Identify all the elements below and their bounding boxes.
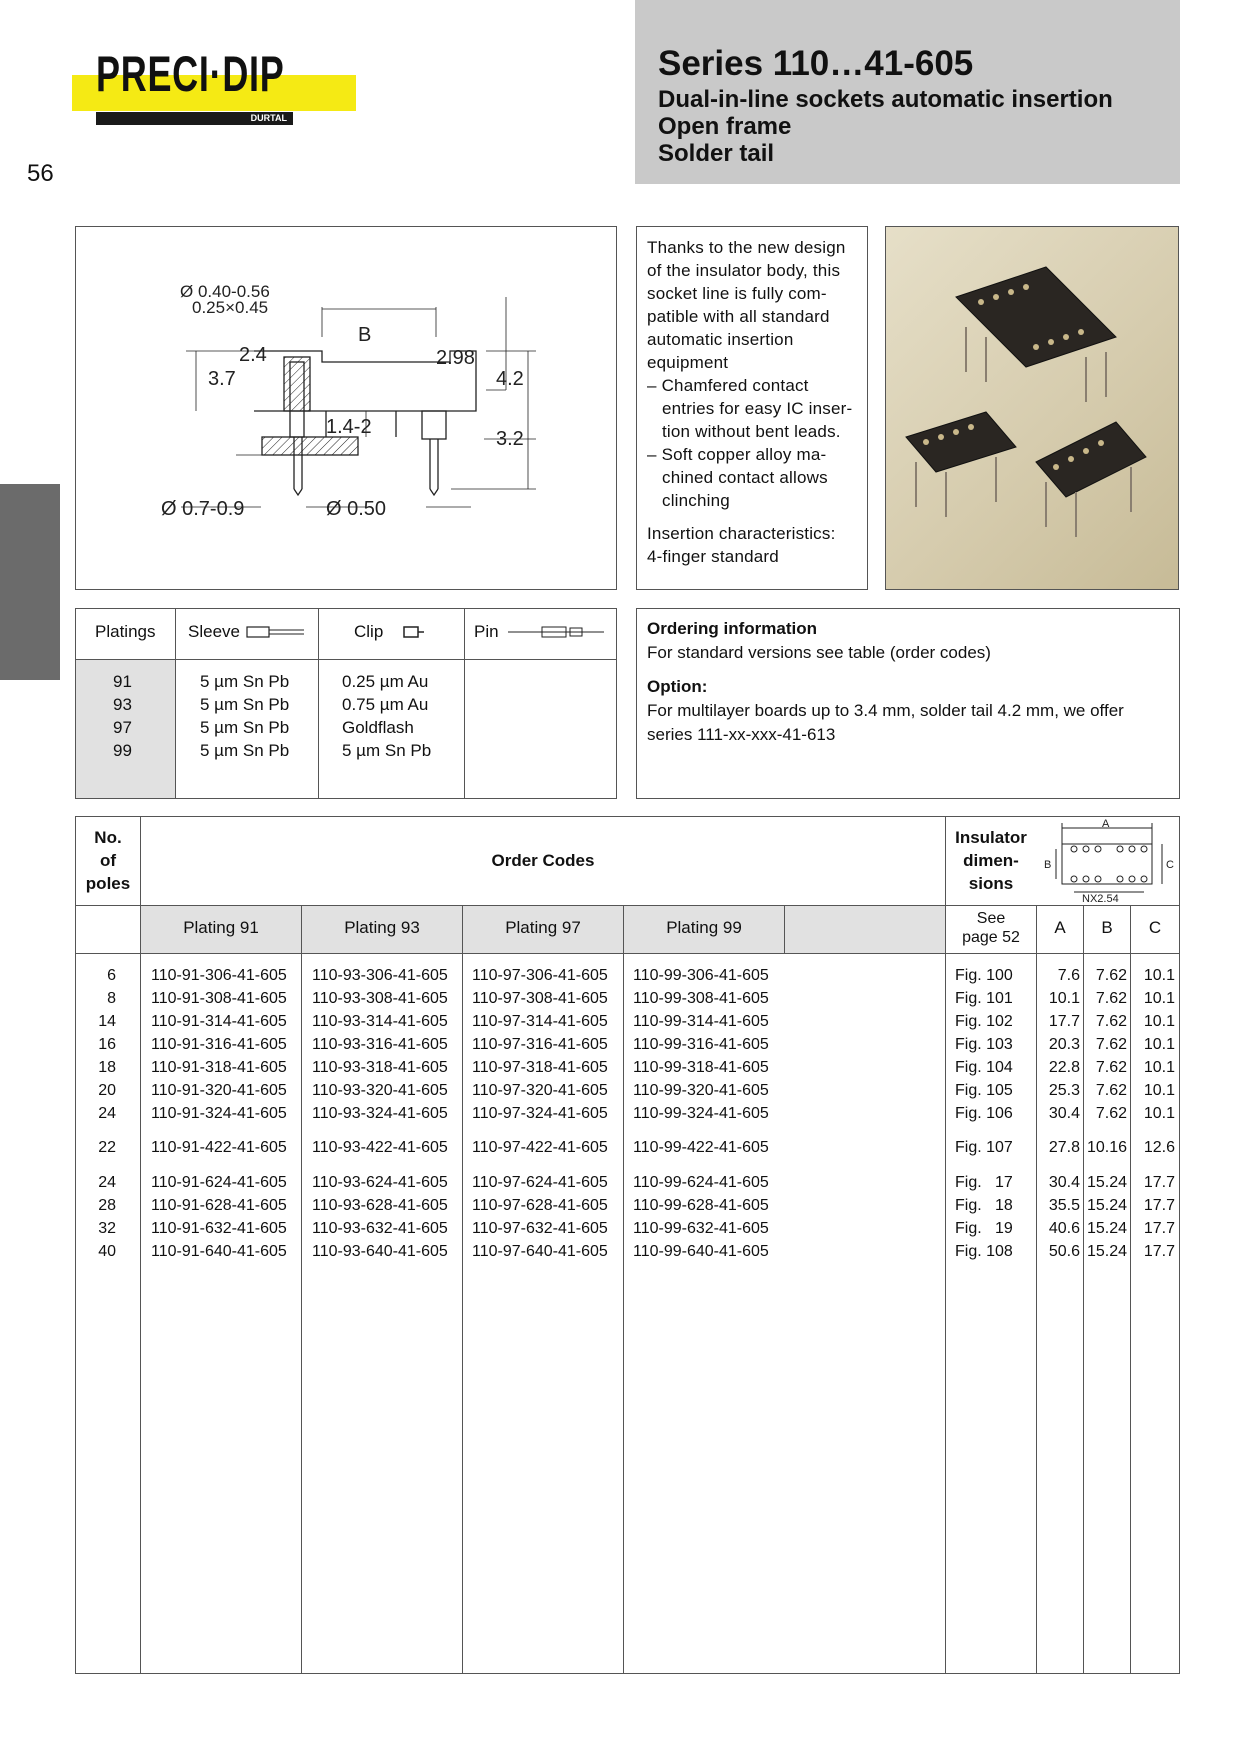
divider [75, 905, 1180, 906]
dim-label: Ø 0.40-0.56 [180, 282, 270, 301]
clip-icon [402, 624, 426, 640]
poles-cell: 20 [98, 1082, 116, 1099]
option-line: For multilayer boards up to 3.4 mm, solder tail 4.2 mm, we offer [647, 701, 1124, 720]
pin-header: Pin [474, 622, 499, 641]
sketch-label: C [1166, 859, 1174, 871]
plating-93-header: Plating 93 [344, 918, 420, 937]
dim-label: 1.4-2 [326, 416, 372, 438]
desc-line: patible with all standard [647, 307, 830, 326]
order-code-99: 110-99-624-41-605 [633, 1174, 769, 1191]
subtitle-1: Dual-in-line sockets automatic insertion [658, 86, 1113, 113]
order-code-97: 110-97-422-41-605 [472, 1139, 608, 1156]
poles-cell: 24 [98, 1105, 116, 1122]
dim-b: 7.62 [1095, 1105, 1127, 1122]
poles-cell: 22 [98, 1139, 116, 1156]
dim-label: Ø 0.7-0.9 [161, 498, 245, 520]
dim-label: Ø 0.50 [326, 498, 387, 520]
figure-ref: Fig. 108 [955, 1243, 1013, 1260]
series-title: Series 110…41-605 [658, 44, 974, 83]
option-title: Option: [647, 677, 708, 696]
dim-label: B [358, 324, 372, 346]
option-line: series 111-xx-xxx-41-613 [647, 725, 836, 744]
socket-photo-illustration [886, 227, 1178, 589]
order-code-97: 110-97-314-41-605 [472, 1013, 608, 1030]
plating-99-header: Plating 99 [666, 918, 742, 937]
plating-code: 99 [113, 741, 132, 760]
insulator-header: Insulator [955, 828, 1027, 847]
order-code-91: 110-91-308-41-605 [151, 990, 287, 1007]
clip-value: Goldflash [342, 718, 414, 737]
dim-a: 20.3 [1048, 1036, 1080, 1053]
figure-ref: Fig. 104 [955, 1059, 1013, 1076]
sketch-label: NX2.54 [1082, 893, 1119, 902]
logo-brand: PRECI·DIP [96, 46, 285, 102]
dim-c: 10.1 [1143, 1082, 1175, 1099]
figure-ref: Fig. 101 [955, 990, 1013, 1007]
desc-line: – Chamfered contact [647, 376, 809, 395]
sleeve-value: 5 µm Sn Pb [200, 718, 290, 737]
order-code-99: 110-99-632-41-605 [633, 1220, 769, 1237]
ordering-text: For standard versions see table (order codes) [647, 643, 991, 662]
dim-a-header: A [1054, 918, 1066, 937]
order-code-91: 110-91-318-41-605 [151, 1059, 287, 1076]
sleeve-value: 5 µm Sn Pb [200, 672, 290, 691]
clip-value: 0.25 µm Au [342, 672, 429, 691]
order-code-91: 110-91-624-41-605 [151, 1174, 287, 1191]
subtitle-3: Solder tail [658, 140, 775, 167]
dim-a: 30.4 [1048, 1174, 1080, 1191]
dim-a: 25.3 [1048, 1082, 1080, 1099]
order-code-93: 110-93-314-41-605 [312, 1013, 448, 1030]
plating-97-header: Plating 97 [505, 918, 581, 937]
figure-ref: Fig. 105 [955, 1082, 1013, 1099]
order-code-99: 110-99-316-41-605 [633, 1036, 769, 1053]
order-code-99: 110-99-308-41-605 [633, 990, 769, 1007]
divider [140, 816, 141, 1674]
order-code-93: 110-93-318-41-605 [312, 1059, 448, 1076]
page-number: 56 [27, 160, 54, 187]
figure-ref: Fig. 103 [955, 1036, 1013, 1053]
desc-line: – Soft copper alloy ma- [647, 445, 827, 464]
desc-line: 4-finger standard [647, 547, 779, 566]
dim-a: 40.6 [1048, 1220, 1080, 1237]
dim-c: 10.1 [1143, 1059, 1175, 1076]
figure-ref: Fig. 102 [955, 1013, 1013, 1030]
figure-ref: Fig. 107 [955, 1139, 1013, 1156]
order-code-91: 110-91-422-41-605 [151, 1139, 287, 1156]
dim-a: 27.8 [1048, 1139, 1080, 1156]
dim-b: 7.62 [1095, 1036, 1127, 1053]
dim-a: 35.5 [1048, 1197, 1080, 1214]
dim-b: 15.24 [1086, 1243, 1127, 1260]
dim-a: 17.7 [1048, 1013, 1080, 1030]
poles-cell: 40 [98, 1243, 116, 1260]
desc-line: chined contact allows [662, 468, 828, 487]
clip-value: 5 µm Sn Pb [342, 741, 432, 760]
dim-c: 10.1 [1143, 990, 1175, 1007]
ordering-info [636, 608, 1180, 799]
poles-cell: 6 [107, 967, 116, 984]
order-code-97: 110-97-628-41-605 [472, 1197, 608, 1214]
dim-b-header: B [1101, 918, 1113, 937]
sleeve-header: Sleeve [188, 622, 240, 641]
divider [623, 905, 624, 1674]
dim-b: 7.62 [1095, 990, 1127, 1007]
order-code-99: 110-99-324-41-605 [633, 1105, 769, 1122]
divider [464, 608, 465, 799]
dim-label: 0.25×0.45 [192, 298, 269, 317]
order-code-93: 110-93-306-41-605 [312, 967, 448, 984]
socket-drawing [76, 227, 616, 589]
desc-line: Insertion characteristics: [647, 524, 836, 543]
desc-line: equipment [647, 353, 729, 372]
sketch-label: A [1102, 818, 1110, 830]
desc-line: entries for easy IC inser- [662, 399, 853, 418]
order-code-93: 110-93-316-41-605 [312, 1036, 448, 1053]
plating-code: 97 [113, 718, 132, 737]
order-code-99: 110-99-628-41-605 [633, 1197, 769, 1214]
no-poles-header: poles [85, 874, 131, 893]
order-codes-header: Order Codes [491, 851, 595, 870]
poles-cell: 18 [98, 1059, 116, 1076]
order-code-93: 110-93-320-41-605 [312, 1082, 448, 1099]
divider [462, 905, 463, 1674]
sleeve-value: 5 µm Sn Pb [200, 741, 290, 760]
order-code-91: 110-91-320-41-605 [151, 1082, 287, 1099]
dim-a: 50.6 [1048, 1243, 1080, 1260]
desc-line: automatic insertion [647, 330, 794, 349]
logo-sub: DURTAL [96, 112, 293, 125]
order-code-97: 110-97-316-41-605 [472, 1036, 608, 1053]
dim-c: 12.6 [1143, 1139, 1175, 1156]
order-code-99: 110-99-318-41-605 [633, 1059, 769, 1076]
order-code-97: 110-97-632-41-605 [472, 1220, 608, 1237]
description-box [636, 226, 868, 590]
dim-b: 7.62 [1095, 1013, 1127, 1030]
order-code-91: 110-91-628-41-605 [151, 1197, 287, 1214]
poles-cell: 24 [98, 1174, 116, 1191]
no-poles-header: No. [94, 828, 122, 847]
order-code-97: 110-97-320-41-605 [472, 1082, 608, 1099]
desc-line: socket line is fully com- [647, 284, 827, 303]
order-code-91: 110-91-316-41-605 [151, 1036, 287, 1053]
poles-cell: 32 [98, 1220, 116, 1237]
order-code-91: 110-91-306-41-605 [151, 967, 287, 984]
order-code-97: 110-97-306-41-605 [472, 967, 608, 984]
poles-cell: 14 [98, 1013, 116, 1030]
divider [301, 905, 302, 1674]
dim-c: 10.1 [1143, 1013, 1175, 1030]
dim-b: 7.62 [1095, 967, 1127, 984]
order-code-91: 110-91-640-41-605 [151, 1243, 287, 1260]
order-code-97: 110-97-318-41-605 [472, 1059, 608, 1076]
divider [175, 608, 176, 799]
plating-header-shade [785, 906, 945, 953]
dim-c-header: C [1148, 918, 1162, 937]
dim-b: 7.62 [1095, 1059, 1127, 1076]
order-code-97: 110-97-640-41-605 [472, 1243, 608, 1260]
order-code-93: 110-93-632-41-605 [312, 1220, 448, 1237]
divider [75, 659, 617, 660]
platings-header: Platings [95, 622, 156, 641]
order-code-99: 110-99-640-41-605 [633, 1243, 769, 1260]
product-photo [885, 226, 1179, 590]
dim-label: 4.2 [496, 368, 524, 390]
order-code-93: 110-93-324-41-605 [312, 1105, 448, 1122]
poles-cell: 16 [98, 1036, 116, 1053]
dim-b: 15.24 [1086, 1220, 1127, 1237]
plating-91-header: Plating 91 [183, 918, 259, 937]
clip-value: 0.75 µm Au [342, 695, 429, 714]
insulator-header: sions [968, 874, 1014, 893]
order-code-91: 110-91-314-41-605 [151, 1013, 287, 1030]
desc-line: Thanks to the new design [647, 238, 846, 257]
sleeve-value: 5 µm Sn Pb [200, 695, 290, 714]
dim-a: 7.6 [1057, 967, 1080, 984]
poles-cell: 28 [98, 1197, 116, 1214]
dim-label: 2.98 [436, 347, 475, 369]
see-page-header: page 52 [962, 929, 1020, 946]
dim-c: 17.7 [1143, 1174, 1175, 1191]
figure-ref: Fig. 100 [955, 967, 1013, 984]
divider [784, 905, 785, 953]
order-code-97: 110-97-308-41-605 [472, 990, 608, 1007]
insulator-header: dimen- [963, 851, 1019, 870]
ordering-title: Ordering information [647, 619, 817, 638]
subtitle-2: Open frame [658, 113, 792, 140]
no-poles-header: of [99, 851, 117, 870]
order-code-97: 110-97-624-41-605 [472, 1174, 608, 1191]
order-code-91: 110-91-632-41-605 [151, 1220, 287, 1237]
dim-b: 15.24 [1086, 1197, 1127, 1214]
divider [75, 953, 1180, 954]
figure-ref: Fig. 17 [955, 1174, 1013, 1191]
dim-c: 10.1 [1143, 1036, 1175, 1053]
dim-b: 7.62 [1095, 1082, 1127, 1099]
dim-b: 15.24 [1086, 1174, 1127, 1191]
order-code-93: 110-93-308-41-605 [312, 990, 448, 1007]
order-code-93: 110-93-628-41-605 [312, 1197, 448, 1214]
plating-code: 93 [113, 695, 132, 714]
insulator-dimension-sketch [1040, 818, 1178, 902]
dim-c: 10.1 [1143, 1105, 1175, 1122]
order-code-97: 110-97-324-41-605 [472, 1105, 608, 1122]
dim-a: 10.1 [1048, 990, 1080, 1007]
dim-c: 17.7 [1143, 1197, 1175, 1214]
desc-line: clinching [662, 491, 730, 510]
dim-label: 3.7 [208, 368, 236, 390]
figure-ref: Fig. 19 [955, 1220, 1013, 1237]
divider [318, 608, 319, 799]
order-code-93: 110-93-640-41-605 [312, 1243, 448, 1260]
order-code-99: 110-99-314-41-605 [633, 1013, 769, 1030]
dim-label: 2.4 [239, 344, 267, 366]
order-code-93: 110-93-422-41-605 [312, 1139, 448, 1156]
dim-a: 22.8 [1048, 1059, 1080, 1076]
desc-line: of the insulator body, this [647, 261, 841, 280]
pin-icon [506, 624, 606, 640]
dim-label: 3.2 [496, 428, 524, 450]
figure-ref: Fig. 106 [955, 1105, 1013, 1122]
see-page-header: See [976, 910, 1006, 927]
dim-a: 30.4 [1048, 1105, 1080, 1122]
plating-code: 91 [113, 672, 132, 691]
dim-b: 10.16 [1086, 1139, 1127, 1156]
order-code-99: 110-99-306-41-605 [633, 967, 769, 984]
side-tab [0, 484, 60, 680]
clip-header: Clip [354, 622, 384, 641]
sketch-label: B [1044, 859, 1052, 871]
dim-c: 10.1 [1143, 967, 1175, 984]
desc-line: tion without bent leads. [662, 422, 841, 441]
dim-c: 17.7 [1143, 1220, 1175, 1237]
dim-c: 17.7 [1143, 1243, 1175, 1260]
order-code-91: 110-91-324-41-605 [151, 1105, 287, 1122]
figure-ref: Fig. 18 [955, 1197, 1013, 1214]
order-code-99: 110-99-422-41-605 [633, 1139, 769, 1156]
poles-cell: 8 [107, 990, 116, 1007]
order-code-93: 110-93-624-41-605 [312, 1174, 448, 1191]
sleeve-icon [246, 624, 306, 640]
technical-drawing [75, 226, 617, 590]
order-code-99: 110-99-320-41-605 [633, 1082, 769, 1099]
